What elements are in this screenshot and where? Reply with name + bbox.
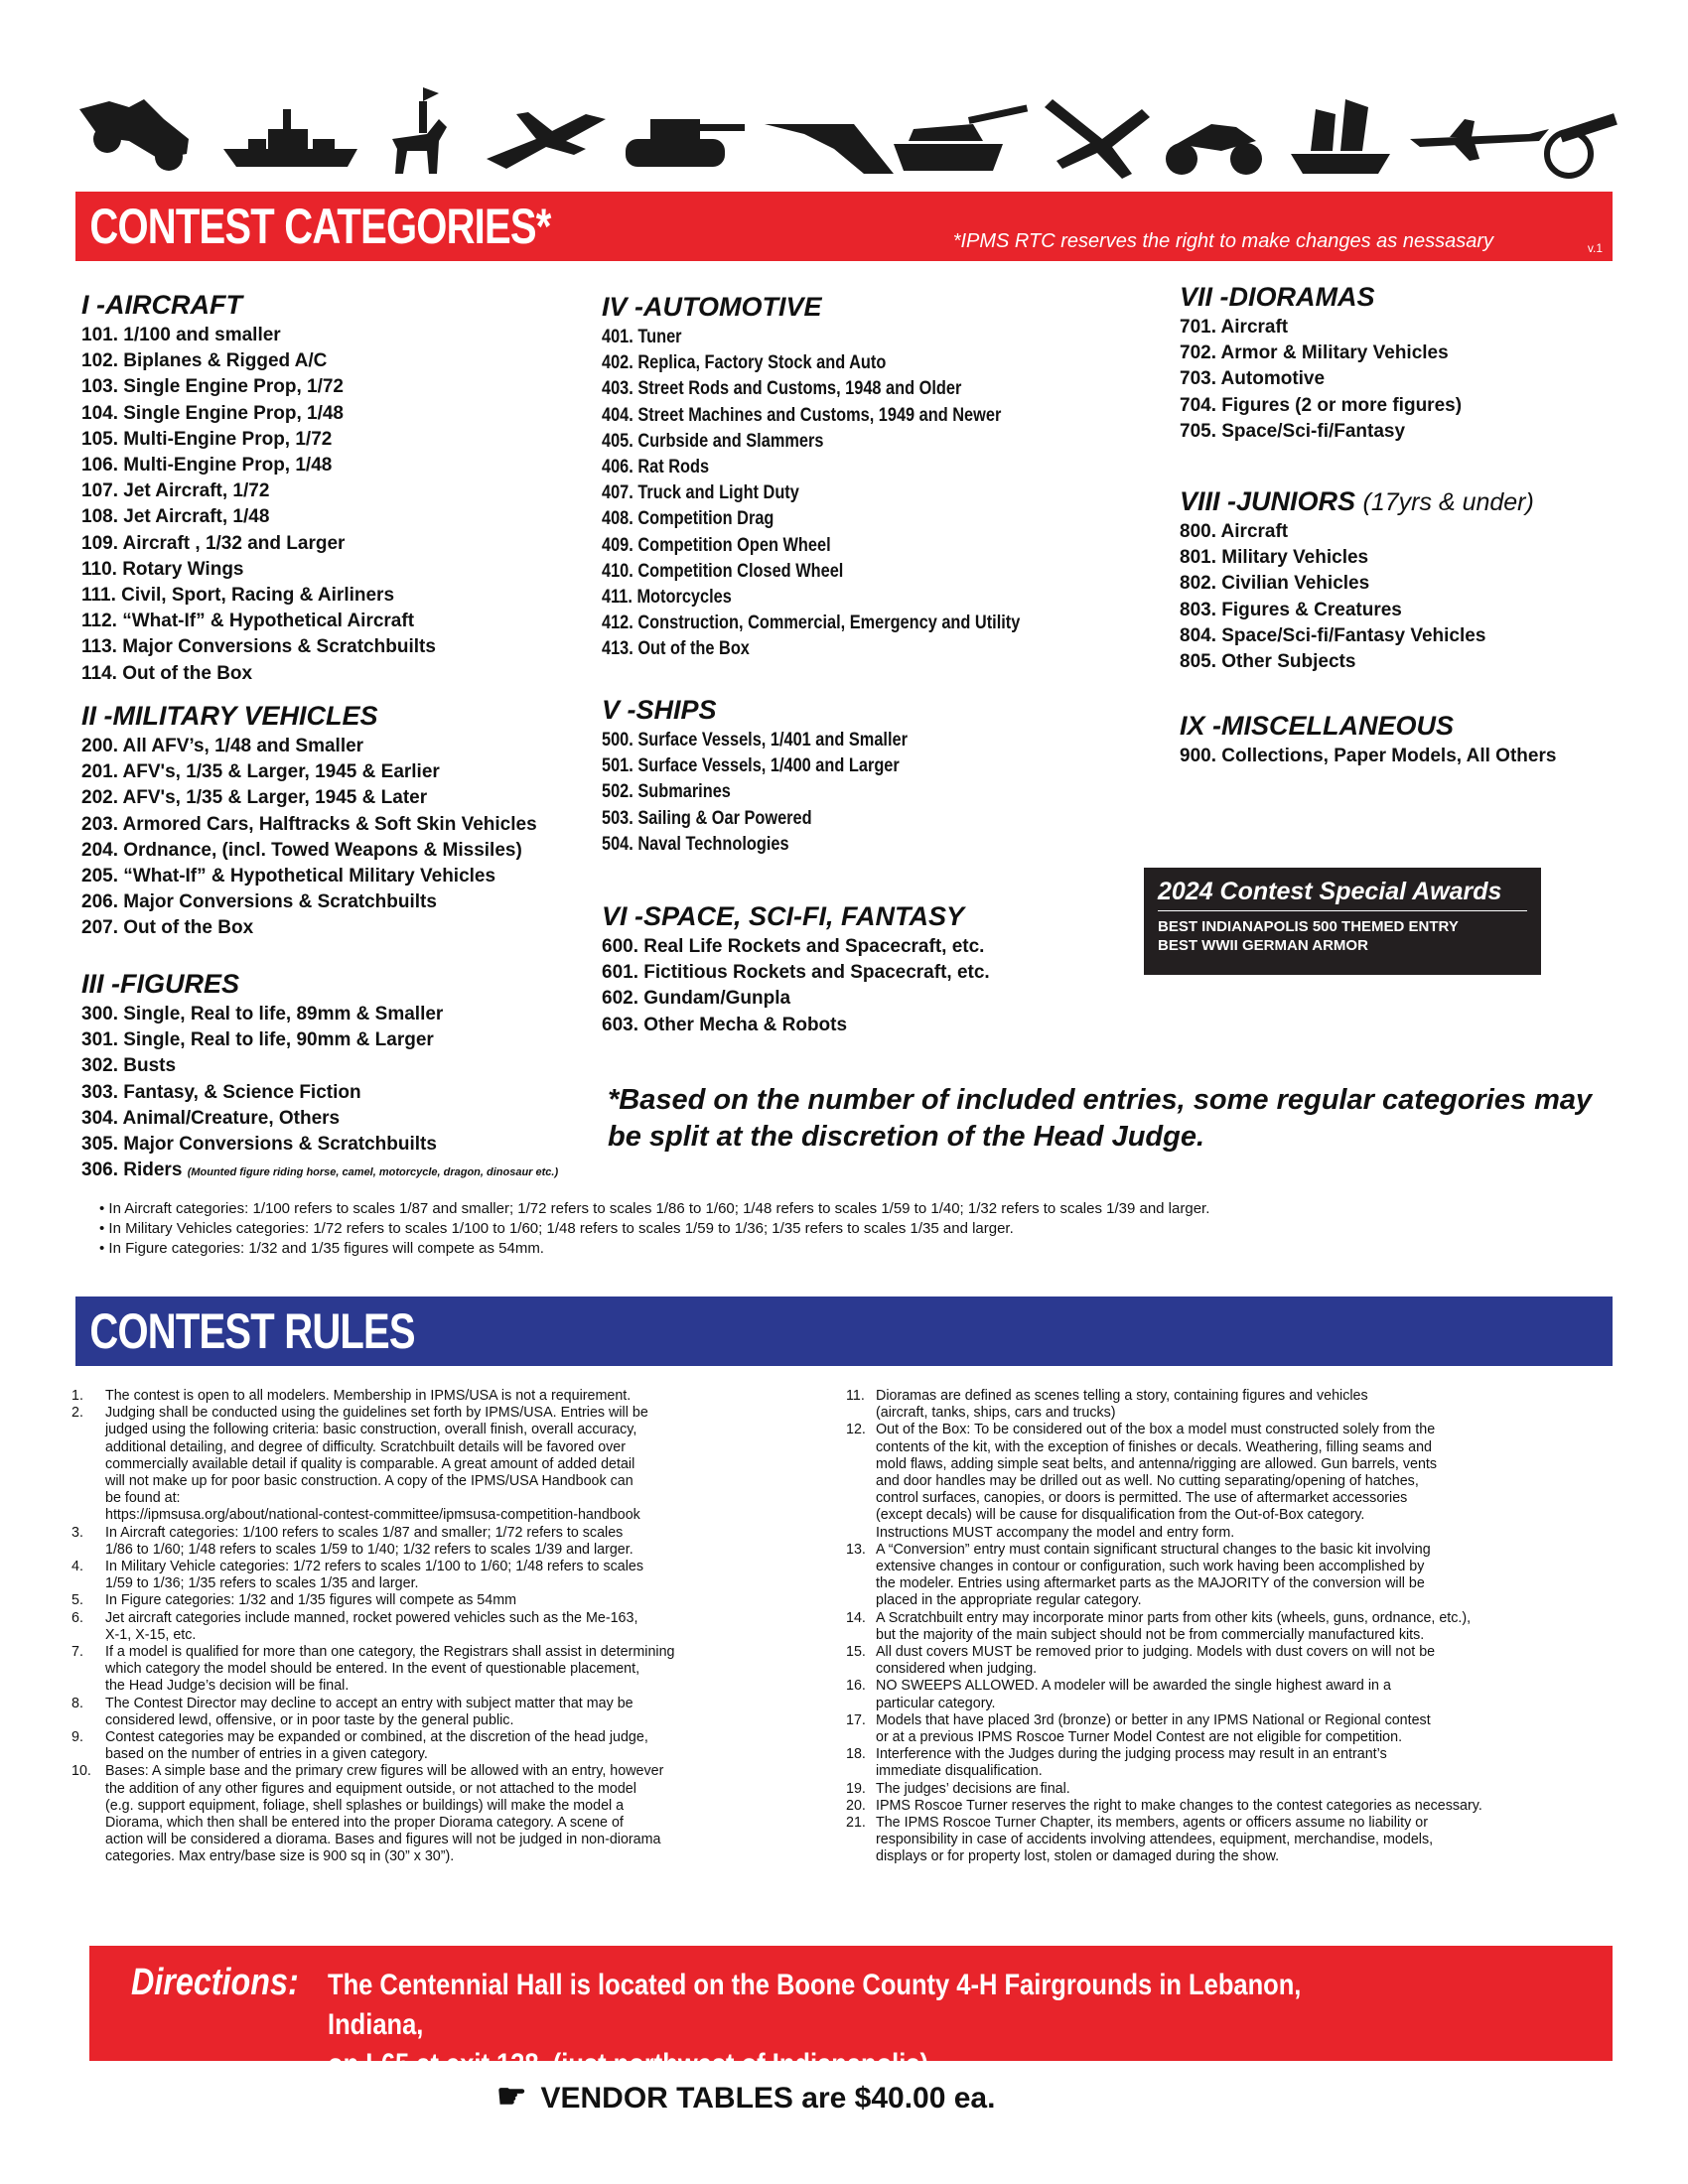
list-item: • In Figure categories: 1/32 and 1/35 figures will compete as 54mm. — [99, 1240, 544, 1257]
list-item: 701. Aircraft — [1180, 317, 1289, 338]
directions-banner — [89, 1946, 1613, 2081]
rule-number: 20. — [846, 1797, 866, 1814]
rule-number: 7. — [71, 1644, 83, 1661]
cavalry-rider-icon — [392, 87, 447, 174]
rule-item — [71, 1592, 846, 1609]
list-item: • In Military Vehicles categories: 1/72 refers to scales 1/100 to 1/60; 1/48 refers to scales 1/59 to 1/36; 1/35 refers to scales 1/35 and larger. — [99, 1220, 1014, 1237]
rule-text: The Contest Director may decline to accept an entry with subject matter that may be considered lewd, offensive, or in poor taste by the general public. — [105, 1695, 633, 1728]
rule-number: 18. — [846, 1746, 866, 1763]
race-car-icon — [79, 99, 189, 171]
list-item: 404. Street Machines and Customs, 1949 and Newer — [602, 404, 1002, 426]
category-dioramas — [1180, 282, 1462, 445]
list-item: 705. Space/Sci-fi/Fantasy — [1180, 420, 1406, 442]
category-aircraft — [81, 290, 436, 687]
tank-icon — [626, 119, 745, 167]
list-item: 702. Armor & Military Vehicles — [1180, 342, 1449, 364]
rule-number: 5. — [71, 1592, 83, 1609]
category-heading — [1180, 486, 1534, 517]
rule-text: In Figure categories: 1/32 and 1/35 figures will compete as 54mm — [105, 1592, 517, 1609]
category-heading: II -MILITARY VEHICLES — [81, 701, 378, 731]
category-split-note: *Based on the number of included entries, some regular categories may be split at the discretion of the Head Judge. — [608, 1084, 1593, 1153]
category-items — [1180, 315, 1462, 445]
rule-number: 4. — [71, 1559, 83, 1575]
list-item: 300. Single, Real to life, 89mm & Smaller — [81, 1004, 444, 1024]
rule-text: Contest categories may be expanded or combined, at the discretion of the head judge, based on the number of entries in a given category. — [105, 1729, 648, 1763]
list-item: 704. Figures (2 or more figures) — [1180, 394, 1463, 416]
list-item: 204. Ordnance, (incl. Towed Weapons & Missiles) — [81, 839, 522, 861]
rule-text: Judging shall be conducted using the guidelines set forth by IPMS/USA. Entries will be judged using the following criteria: basic construction, overall finish, overall accuracy, additional detailing, and degree of difficulty. Scratchbuilt details will be favored over commercially available detail if quality is comparable. A great amount of added detail will not make up for poor basic construction. A copy of the IPMS/USA Handbook can be found at: https://ipmsusa.org/about/national-contest-committee/ipmsusa-competition-handbook — [105, 1405, 648, 1524]
list-item: 110. Rotary Wings — [81, 558, 244, 580]
rule-number: 2. — [71, 1405, 83, 1422]
list-item: 802. Civilian Vehicles — [1180, 573, 1370, 595]
rule-number: 11. — [846, 1388, 865, 1404]
rule-text: The judges’ decisions are final. — [876, 1780, 1070, 1797]
directions-label: Directions: — [131, 1962, 299, 2003]
categories-banner — [75, 192, 1613, 261]
rule-text: Out of the Box: To be considered out of the box a model must constructed solely from the contents of the kit, with the exception of finishes or decals. Weathering, filling seams and mold flaws, adding simple seat belts, and antenna/rigging are allowed. Gun barrels, vents and door handles may be drilled out as well. No cutting separating/opening of hatches, control surfaces, canopies, or doors is permitted. The use of aftermarket accessories (except decals) will be cause for disqualification from the Out-of-Box category. Instructions MUST accompany the model and entry form. — [876, 1422, 1438, 1541]
rule-number: 19. — [846, 1780, 866, 1797]
disclaimer-text: *IPMS RTC reserves the right to make changes as nessasary — [952, 230, 1493, 252]
rule-item — [846, 1388, 1620, 1422]
category-ships — [602, 695, 957, 858]
rule-text: If a model is qualified for more than one category, the Registrars shall assist in determining which category the model should be entered. In the event of questionable placement, the Head Judge’s decision will be final. — [105, 1644, 675, 1695]
rule-number: 12. — [846, 1422, 866, 1438]
category-items — [81, 1002, 558, 1158]
category-miscellaneous — [1180, 711, 1556, 769]
category-heading: III -FIGURES — [81, 969, 240, 999]
rule-text: In Aircraft categories: 1/100 refers to scales 1/87 and smaller; 1/72 refers to scales 1/86 to 1/60; 1/48 refers to scales 1/59 to 1/40; 1/32 refers to scales 1/39 and larger. — [105, 1524, 633, 1558]
rules-left-column — [71, 1388, 846, 1866]
list-item: 202. AFV's, 1/35 & Larger, 1945 & Later — [81, 787, 428, 809]
list-item: 106. Multi-Engine Prop, 1/48 — [81, 455, 333, 477]
list-item: 101. 1/100 and smaller — [81, 325, 281, 345]
special-awards-box — [1144, 868, 1541, 975]
list-item: 205. “What-If” & Hypothetical Military Vehicles — [81, 866, 496, 887]
fighter-plane-icon — [487, 112, 606, 169]
rule-number: 15. — [846, 1644, 866, 1661]
list-item: 109. Aircraft , 1/32 and Larger — [81, 532, 346, 554]
category-figures — [81, 969, 558, 1185]
list-item: 104. Single Engine Prop, 1/48 — [81, 402, 344, 424]
rule-item — [846, 1798, 1620, 1815]
rule-number: 16. — [846, 1678, 866, 1695]
category-space-scifi-fantasy — [602, 901, 990, 1038]
list-item: 411. Motorcycles — [602, 587, 732, 609]
list-item: 804. Space/Sci-fi/Fantasy Vehicles — [1180, 624, 1486, 646]
rule-item — [846, 1746, 1620, 1780]
category-heading: V -SHIPS — [602, 695, 717, 725]
list-item: 303. Fantasy, & Science Fiction — [81, 1081, 361, 1103]
rules-title: CONTEST RULES — [89, 1303, 415, 1359]
rule-number: 13. — [846, 1541, 866, 1558]
list-item: 207. Out of the Box — [81, 917, 254, 939]
rule-number: 1. — [71, 1388, 83, 1404]
category-items — [81, 734, 537, 942]
rule-text: Interference with the Judges during the judging process may result in an entrant’s immediate disqualification. — [876, 1746, 1387, 1780]
rule-number: 8. — [71, 1695, 83, 1711]
rule-item — [846, 1815, 1620, 1866]
list-item: 402. Replica, Factory Stock and Auto — [602, 352, 887, 374]
rule-text: NO SWEEPS ALLOWED. A modeler will be awarded the single highest award in a particular category. — [876, 1678, 1391, 1711]
rule-text: IPMS Roscoe Turner reserves the right to make changes to the contest categories as necessary. — [876, 1797, 1482, 1814]
special-awards-title: 2024 Contest Special Awards — [1158, 878, 1527, 911]
version-label: v.1 — [1587, 241, 1603, 255]
list-item: 304. Animal/Creature, Others — [81, 1107, 341, 1129]
motorcycle-icon — [1166, 124, 1262, 175]
rule-text: Bases: A simple base and the primary crew figures will be allowed with an entry, however the addition of any other figures and equipment outside, or not attached to the model (e.g. support equipment, foliage, shell splashes or buildings) will make the model a Diorama, which then shall be entered into the proper Diorama category. A scene of action will be considered a diorama. Bases and figures will not be judged in non-diorama categories. Max entry/base size is 900 sq in (30” x 30”). — [105, 1763, 664, 1865]
list-item: 200. All AFV’s, 1/48 and Smaller — [81, 736, 364, 756]
list-item: 301. Single, Real to life, 90mm & Larger — [81, 1029, 434, 1051]
list-item: 111. Civil, Sport, Racing & Airliners — [81, 585, 395, 607]
rule-item — [846, 1610, 1620, 1644]
list-item: 803. Figures & Creatures — [1180, 599, 1402, 620]
list-item: 703. Automotive — [1180, 368, 1326, 390]
list-item: 412. Construction, Commercial, Emergency and Utility — [602, 613, 1021, 634]
sailing-ship-icon — [1291, 99, 1390, 174]
list-item: 403. Street Rods and Customs, 1948 and Older — [602, 378, 962, 400]
list-item: 305. Major Conversions & Scratchbuilts — [81, 1134, 437, 1156]
list-item: 401. Tuner — [602, 327, 682, 347]
list-item: 203. Armored Cars, Halftracks & Soft Skin Vehicles — [81, 813, 537, 835]
list-item: 503. Sailing & Oar Powered — [602, 807, 812, 829]
cannon-icon — [1547, 113, 1618, 176]
stealth-bomber-icon — [765, 124, 894, 174]
rule-number: 9. — [71, 1729, 83, 1746]
rule-text: Dioramas are defined as scenes telling a story, containing figures and vehicles (aircraft, tanks, ships, cars and trucks) — [876, 1388, 1368, 1422]
category-automotive — [602, 292, 1088, 663]
rule-item — [846, 1781, 1620, 1798]
list-item: 801. Military Vehicles — [1180, 547, 1369, 569]
list-item: 413. Out of the Box — [602, 638, 750, 660]
list-item: 409. Competition Open Wheel — [602, 534, 831, 556]
riders-label: 306. Riders — [81, 1160, 183, 1181]
rule-number: 17. — [846, 1711, 866, 1728]
category-items — [602, 728, 957, 858]
rule-text: Jet aircraft categories include manned, rocket powered vehicles such as the Me-163, X-1, X-15, etc. — [105, 1609, 638, 1643]
list-item: BEST WWII GERMAN ARMOR — [1158, 937, 1368, 954]
category-items — [602, 934, 990, 1038]
rules-banner — [75, 1297, 1613, 1366]
list-item: 805. Other Subjects — [1180, 651, 1356, 673]
rule-item — [846, 1422, 1620, 1541]
category-items — [1180, 744, 1556, 769]
category-items — [1180, 519, 1534, 675]
scale-notes — [99, 1199, 1589, 1259]
rule-item — [71, 1559, 846, 1592]
modern-tank-icon — [894, 105, 1028, 171]
juniors-age-note: (17yrs & under) — [1362, 488, 1534, 516]
pointing-hand-icon: ☛ — [496, 2078, 527, 2116]
airliner-icon — [1410, 119, 1549, 161]
list-item: 408. Competition Drag — [602, 508, 774, 530]
category-heading: I -AIRCRAFT — [81, 290, 242, 320]
rule-item — [71, 1729, 846, 1763]
list-item: 410. Competition Closed Wheel — [602, 560, 844, 582]
category-military-vehicles — [81, 701, 537, 942]
list-item: BEST INDIANAPOLIS 500 THEMED ENTRY — [1158, 918, 1459, 935]
rule-text: Models that have placed 3rd (bronze) or better in any IPMS National or Regional contest or at a previous IPMS Roscoe Turner Model Contest are not eligible for competition. — [876, 1711, 1431, 1746]
rule-text: In Military Vehicle categories: 1/72 refers to scales 1/100 to 1/60; 1/48 refers to scales 1/59 to 1/36; 1/35 refers to scales 1/35 and larger. — [105, 1559, 643, 1592]
list-item: 201. AFV's, 1/35 & Larger, 1945 & Earlier — [81, 761, 440, 783]
rule-text: All dust covers MUST be removed prior to judging. Models with dust covers on will not be considered when judging. — [876, 1644, 1436, 1678]
rule-item — [71, 1405, 846, 1524]
list-item: 406. Rat Rods — [602, 457, 710, 478]
list-item: 800. Aircraft — [1180, 521, 1289, 542]
rule-item — [846, 1542, 1620, 1610]
list-item: 102. Biplanes & Rigged A/C — [81, 350, 328, 372]
list-item: 602. Gundam/Gunpla — [602, 988, 791, 1010]
list-item: 108. Jet Aircraft, 1/48 — [81, 506, 270, 528]
juniors-heading: VIII -JUNIORS — [1180, 486, 1356, 516]
rule-text: The IPMS Roscoe Turner Chapter, its members, agents or officers assume no liability or responsibility in case of accidents involving attendees, equipment, merchandise, models, displays or for property lost, stolen or damaged during the show. — [876, 1815, 1434, 1865]
rule-item — [71, 1525, 846, 1559]
list-item: 500. Surface Vessels, 1/401 and Smaller — [602, 730, 908, 751]
list-item: 600. Real Life Rockets and Spacecraft, etc. — [602, 936, 985, 957]
vendor-text: VENDOR TABLES are $40.00 ea. — [540, 2082, 996, 2115]
rule-item — [846, 1644, 1620, 1678]
rule-number: 10. — [71, 1763, 91, 1780]
list-item: 407. Truck and Light Duty — [602, 482, 799, 504]
rule-item — [846, 1678, 1620, 1711]
category-heading: IV -AUTOMOTIVE — [602, 292, 822, 322]
rule-item — [71, 1763, 846, 1865]
list-item: 103. Single Engine Prop, 1/72 — [81, 376, 344, 398]
rule-item — [846, 1712, 1620, 1746]
list-item: 112. “What-If” & Hypothetical Aircraft — [81, 611, 415, 632]
rule-number: 14. — [846, 1609, 866, 1626]
rule-number: 6. — [71, 1609, 83, 1626]
rule-item — [71, 1644, 846, 1696]
list-item: 501. Surface Vessels, 1/400 and Larger — [602, 755, 900, 777]
directions-text: The Centennial Hall is located on the Boone County 4-H Fairgrounds in Lebanon, Indiana, on I-65 at exit 138. (just northwest of Indianapolis) — [328, 1969, 1302, 2081]
vendor-tables-note — [496, 2077, 1192, 2116]
list-item: 113. Major Conversions & Scratchbuilts — [81, 636, 436, 658]
category-heading: IX -MISCELLANEOUS — [1180, 711, 1455, 741]
special-awards-list — [1158, 917, 1527, 955]
category-item-riders — [81, 1158, 558, 1185]
list-item: 114. Out of the Box — [81, 662, 253, 684]
categories-title: CONTEST CATEGORIES* — [89, 199, 551, 254]
list-item: • In Aircraft categories: 1/100 refers to scales 1/87 and smaller; 1/72 refers to scales 1/86 to 1/60; 1/48 refers to scales 1/59 to 1/40; 1/32 refers to scales 1/39 and larger. — [99, 1200, 1210, 1217]
rule-number: 21. — [846, 1815, 866, 1832]
biplane-icon — [1045, 99, 1150, 179]
list-item: 502. Submarines — [602, 781, 731, 803]
rule-item — [71, 1610, 846, 1644]
category-heading: VI -SPACE, SCI-FI, FANTASY — [602, 901, 965, 931]
category-items — [81, 323, 436, 687]
rule-item — [71, 1696, 846, 1729]
list-item: 603. Other Mecha & Robots — [602, 1014, 848, 1035]
list-item: 405. Curbside and Slammers — [602, 430, 824, 452]
rule-text: A “Conversion” entry must contain significant structural changes to the basic kit involving extensive changes in contour or configuration, such work having been accomplished by the modeler. Entries using aftermarket parts as the MAJORITY of the conversion will be placed in the appropriate regular category. — [876, 1541, 1431, 1609]
rule-text: The contest is open to all modelers. Membership in IPMS/USA is not a requirement. — [105, 1388, 632, 1404]
category-items — [602, 325, 1088, 663]
battleship-icon — [223, 109, 357, 167]
riders-note: (Mounted figure riding horse, camel, motorcycle, dragon, dinosaur etc.) — [187, 1166, 559, 1179]
list-item: 206. Major Conversions & Scratchbuilts — [81, 891, 437, 913]
list-item: 601. Fictitious Rockets and Spacecraft, etc. — [602, 962, 990, 984]
rule-number: 3. — [71, 1524, 83, 1541]
list-item: 107. Jet Aircraft, 1/72 — [81, 480, 270, 502]
rule-text: A Scratchbuilt entry may incorporate minor parts from other kits (wheels, guns, ordnance, etc.), but the majority of the main subject should not be from commercially manufactured kits. — [876, 1609, 1472, 1643]
list-item: 302. Busts — [81, 1055, 177, 1077]
list-item: 504. Naval Technologies — [602, 833, 789, 855]
category-juniors — [1180, 486, 1534, 675]
list-item: 900. Collections, Paper Models, All Others — [1180, 746, 1557, 766]
category-heading: VII -DIORAMAS — [1180, 282, 1375, 312]
list-item: 105. Multi-Engine Prop, 1/72 — [81, 428, 333, 450]
model-silhouettes-strip — [70, 79, 1618, 189]
rule-item — [71, 1388, 846, 1405]
rules-right-column — [846, 1388, 1620, 1866]
